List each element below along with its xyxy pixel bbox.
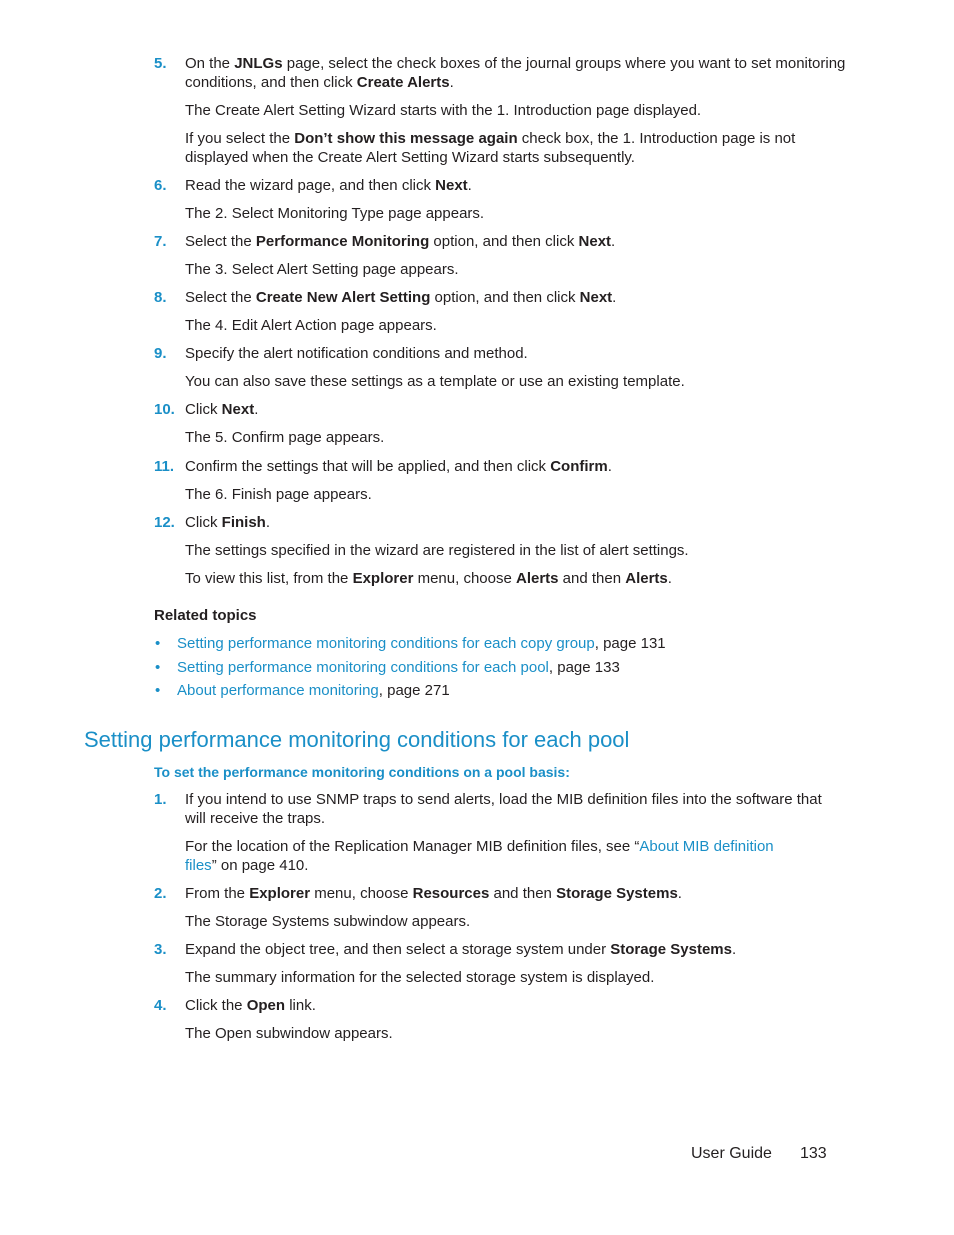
text-run: The Open subwindow appears. xyxy=(185,1025,393,1042)
step-text-line xyxy=(185,400,258,419)
text-run: Storage Systems xyxy=(556,885,678,902)
page-reference: , page 271 xyxy=(378,682,450,699)
step-text-line xyxy=(185,54,845,73)
step-note-line xyxy=(185,968,654,987)
step-note-line xyxy=(185,260,459,279)
related-topic-link[interactable]: About performance monitoring xyxy=(177,682,379,699)
related-topic-link[interactable]: Setting performance monitoring conditions for each copy group xyxy=(177,635,595,652)
step-number: 6. xyxy=(154,177,167,194)
text-run: Create New Alert Setting xyxy=(255,289,431,306)
step-text-line xyxy=(185,809,325,828)
procedure-heading: To set the performance monitoring conditions on a pool basis: xyxy=(154,764,570,780)
text-run: If you select the xyxy=(185,130,295,147)
step-number: 1. xyxy=(154,791,167,808)
step-text-line xyxy=(185,232,615,251)
text-run: . xyxy=(607,458,612,475)
step-note-line xyxy=(185,204,484,223)
text-run: Storage Systems xyxy=(610,941,732,958)
text-run: conditions, and then click xyxy=(185,74,357,91)
step-text-line xyxy=(185,940,736,959)
text-run: . xyxy=(254,401,259,418)
text-run: page, select the check boxes of the journal groups where you want to set monitoring xyxy=(282,55,846,72)
related-topics-heading: Related topics xyxy=(154,607,257,624)
step-note-line xyxy=(185,837,774,856)
text-run: To view this list, from the xyxy=(185,570,353,587)
text-run: . xyxy=(611,233,616,250)
step-text-line xyxy=(185,513,270,532)
page-reference: , page 131 xyxy=(594,635,666,652)
bullet-icon: • xyxy=(155,682,161,699)
step-note-line xyxy=(185,428,384,447)
text-run: Open xyxy=(246,997,286,1014)
text-run: option, and then click xyxy=(430,289,580,306)
step-note-line xyxy=(185,372,685,391)
bullet-icon: • xyxy=(155,659,161,676)
text-run: The 2. Select Monitoring Type page appears. xyxy=(185,205,485,222)
text-run: Next xyxy=(221,401,255,418)
step-note-line xyxy=(185,316,437,335)
text-run: Read the wizard page, and then click xyxy=(185,177,436,194)
step-text-line xyxy=(185,176,472,195)
text-run: check box, the 1. Introduction page is not xyxy=(517,130,796,147)
text-run: The settings specified in the wizard are registered in the list of alert settings. xyxy=(185,542,689,559)
text-run: Explorer xyxy=(352,570,414,587)
text-run: JNLGs xyxy=(234,55,283,72)
text-run: If you intend to use SNMP traps to send alerts, load the MIB definition files into the software that xyxy=(185,791,822,808)
text-run: The 6. Finish page appears. xyxy=(185,486,372,503)
bullet-icon: • xyxy=(155,635,161,652)
step-number: 7. xyxy=(154,233,167,250)
text-run: Alerts xyxy=(625,570,668,587)
text-run: . xyxy=(667,570,672,587)
text-run: On the xyxy=(185,55,235,72)
step-text-line xyxy=(185,288,616,307)
text-run: displayed when the Create Alert Setting Wizard starts subsequently. xyxy=(185,149,635,166)
step-text-line xyxy=(185,73,454,92)
step-note-line xyxy=(185,1024,393,1043)
step-note-line xyxy=(185,569,672,588)
text-run: The 3. Select Alert Setting page appears. xyxy=(185,261,459,278)
text-run: link. xyxy=(285,997,316,1014)
step-text-line xyxy=(185,790,822,809)
text-run: option, and then click xyxy=(429,233,579,250)
text-run: Create Alerts xyxy=(356,74,450,91)
step-text-line xyxy=(185,457,612,476)
step-note-line xyxy=(185,912,470,931)
text-run: Click the xyxy=(185,997,247,1014)
text-run: Resources xyxy=(412,885,490,902)
text-run: . xyxy=(265,514,271,531)
step-text-line xyxy=(185,344,528,363)
text-run: Confirm xyxy=(550,458,608,475)
text-run: Next xyxy=(579,289,613,306)
text-run: Specify the alert notification conditions and method. xyxy=(185,345,528,362)
text-run: Don’t show this message again xyxy=(294,130,518,147)
text-run: For the location of the Replication Manager MIB definition files, see “ xyxy=(185,838,640,855)
text-run: From the xyxy=(185,885,250,902)
step-number: 12. xyxy=(154,514,175,531)
step-note-line xyxy=(185,101,701,120)
step-note-line xyxy=(185,856,308,875)
cross-reference-link[interactable]: files xyxy=(185,857,212,874)
text-run: menu, choose xyxy=(310,885,413,902)
text-run: . xyxy=(677,885,682,902)
step-note-line xyxy=(185,129,795,148)
step-note-line xyxy=(185,148,635,167)
text-run: Confirm the settings that will be applied, and then click xyxy=(185,458,551,475)
text-run: Finish xyxy=(221,514,266,531)
cross-reference-link[interactable]: About MIB definition xyxy=(639,838,774,855)
section-title: Setting performance monitoring conditions for each pool xyxy=(84,727,630,752)
step-number: 2. xyxy=(154,885,167,902)
text-run: . xyxy=(612,289,617,306)
text-run: Performance Monitoring xyxy=(255,233,430,250)
text-run: Select the xyxy=(185,233,256,250)
step-number: 5. xyxy=(154,55,167,72)
related-topic-item xyxy=(177,681,450,700)
step-number: 8. xyxy=(154,289,167,306)
page-reference: , page 133 xyxy=(548,659,620,676)
text-run: . xyxy=(449,74,454,91)
related-topic-item xyxy=(177,634,666,653)
related-topic-link[interactable]: Setting performance monitoring conditions for each pool xyxy=(177,659,549,676)
step-number: 3. xyxy=(154,941,167,958)
text-run: Explorer xyxy=(249,885,311,902)
text-run: and then xyxy=(558,570,626,587)
step-number: 4. xyxy=(154,997,167,1014)
text-run: Next xyxy=(578,233,612,250)
text-run: The 4. Edit Alert Action page appears. xyxy=(185,317,437,334)
text-run: Next xyxy=(435,177,468,194)
page-number: 133 xyxy=(800,1145,827,1162)
text-run: . xyxy=(467,177,472,194)
footer-label: User Guide xyxy=(691,1145,772,1162)
step-text-line xyxy=(185,996,316,1015)
step-number: 11. xyxy=(154,458,175,475)
text-run: menu, choose xyxy=(413,570,516,587)
step-text-line xyxy=(185,884,682,903)
text-run: Select the xyxy=(185,289,256,306)
text-run: Expand the object tree, and then select a storage system under xyxy=(185,941,611,958)
text-run: Click xyxy=(185,401,222,418)
related-topic-item xyxy=(177,658,620,677)
text-run: The Create Alert Setting Wizard starts with the 1. Introduction page displayed. xyxy=(185,102,702,119)
text-run: The Storage Systems subwindow appears. xyxy=(185,913,471,930)
text-run: Click xyxy=(185,514,222,531)
text-run: The summary information for the selected storage system is displayed. xyxy=(185,969,655,986)
text-run: ” on page 410. xyxy=(211,857,309,874)
text-run: . xyxy=(732,941,737,958)
text-run: You can also save these settings as a template or use an existing template. xyxy=(185,373,685,390)
step-number: 9. xyxy=(154,345,167,362)
text-run: The 5. Confirm page appears. xyxy=(185,429,385,446)
step-note-line xyxy=(185,485,372,504)
text-run: will receive the traps. xyxy=(185,810,326,827)
step-note-line xyxy=(185,541,689,560)
text-run: Alerts xyxy=(515,570,559,587)
text-run: and then xyxy=(489,885,557,902)
step-number: 10. xyxy=(154,401,175,418)
